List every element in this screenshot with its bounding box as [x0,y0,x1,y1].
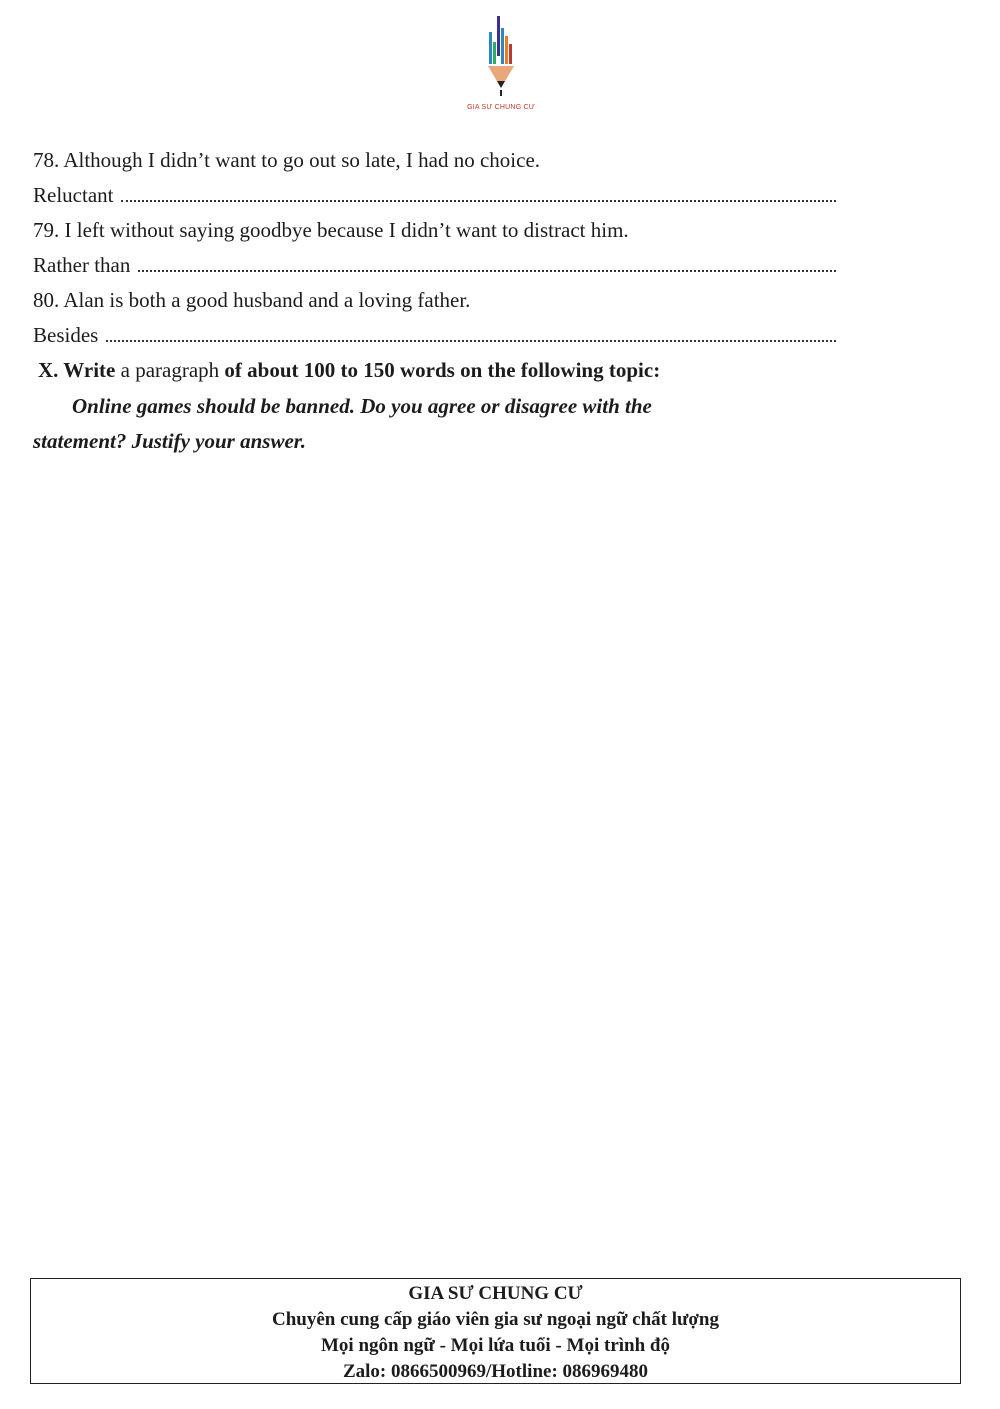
question-79-sentence: 79. I left without saying goodbye because I didn’t want to distract him. [33,218,629,242]
question-80-answer [33,322,836,348]
logo-text: GIA SƯ CHUNG CƯ [467,104,535,111]
section-text-a: a paragraph [115,358,225,382]
question-78-answer [33,182,836,208]
section-x-title [38,357,660,383]
section-text-b: of about 100 to 150 words on the following topic: [224,358,661,382]
answer-dotted-line[interactable] [138,269,836,272]
footer-box [30,1278,961,1384]
topic-line-2: statement? Justify your answer. [33,429,307,453]
footer-tagline: Chuyên cung cấp giáo viên gia sư ngoại ngữ chất lượng [272,1309,719,1330]
answer-dotted-line[interactable] [106,339,836,342]
footer-contact: Zalo: 0866500969/Hotline: 086969480 [342,1361,649,1382]
section-label: X. Write [38,358,116,382]
logo [440,14,562,126]
topic-line-1: Online games should be banned. Do you agree or disagree with the [72,394,652,418]
question-79-prompt: Rather than [33,253,131,277]
question-80-sentence: 80. Alan is both a good husband and a loving father. [33,288,471,312]
question-80-prompt: Besides [33,323,99,347]
question-79-answer [33,252,836,278]
pencil-logo-icon [481,14,521,102]
question-78-sentence: 78. Although I didn’t want to go out so late, I had no choice. [33,148,541,172]
footer-scope: Mọi ngôn ngữ - Mọi lứa tuổi - Mọi trình độ [321,1335,670,1356]
footer-brand: GIA SƯ CHUNG CƯ [408,1283,583,1304]
answer-dotted-line[interactable] [121,199,836,202]
question-78-prompt: Reluctant [33,183,114,207]
